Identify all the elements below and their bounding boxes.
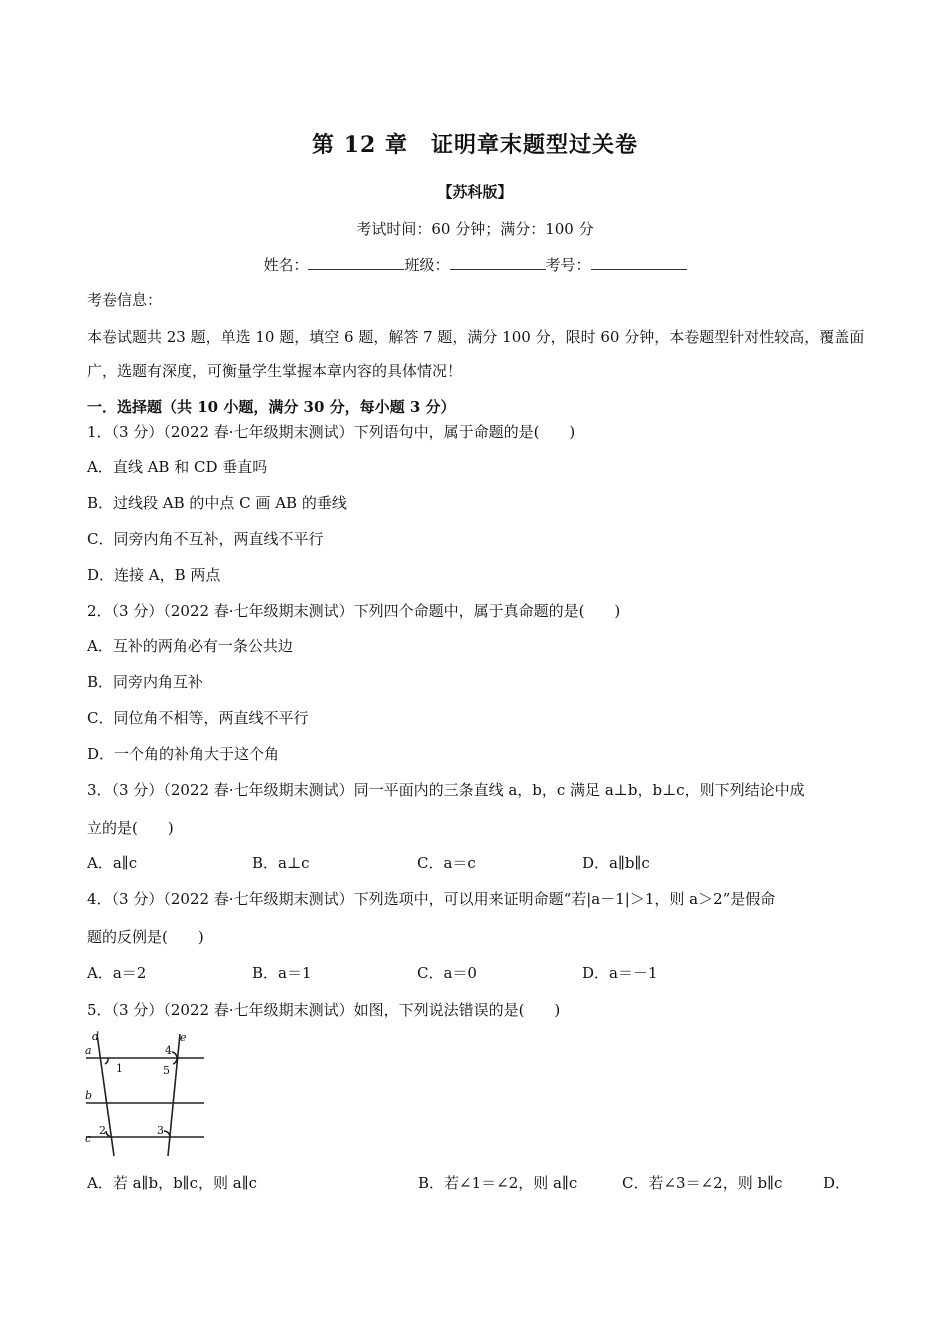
question-3-option-a[interactable]: A．a∥c xyxy=(87,854,138,872)
edition-label: 【苏科版】 xyxy=(437,183,513,201)
label-d: d xyxy=(92,1030,100,1043)
angle-2-label: 2 xyxy=(99,1124,106,1137)
name-label: 姓名： xyxy=(263,256,309,274)
question-1-stem: 1．（3 分）（2022 春·七年级期末测试）下列语句中，属于命题的是( ) xyxy=(87,423,576,441)
label-e: e xyxy=(180,1031,187,1044)
question-5-option-d[interactable]: D． xyxy=(823,1174,851,1192)
label-c: c xyxy=(85,1132,92,1145)
page-title: 第 12 章 证明章末题型过关卷 xyxy=(312,132,638,158)
section-heading: 一．选择题（共 10 小题，满分 30 分，每小题 3 分） xyxy=(87,398,456,416)
question-2-option-d[interactable]: D．一个角的补角大于这个角 xyxy=(87,745,280,763)
question-2-option-a[interactable]: A．互补的两角必有一条公共边 xyxy=(87,637,293,655)
question-4-option-a[interactable]: A．a＝2 xyxy=(87,964,147,982)
question-3-option-d[interactable]: D．a∥b∥c xyxy=(582,854,650,872)
question-3-stem-line1: 3．（3 分）（2022 春·七年级期末测试）同一平面内的三条直线 a，b，c 满足 a⊥b，b⊥c，则下列结论中成 xyxy=(87,781,805,799)
question-1-option-c[interactable]: C．同旁内角不互补，两直线不平行 xyxy=(87,530,324,548)
class-label: 班级： xyxy=(404,256,450,274)
name-field[interactable] xyxy=(308,255,404,270)
question-3-option-c[interactable]: C．a＝c xyxy=(417,854,476,872)
question-4-option-b[interactable]: B．a＝1 xyxy=(252,964,312,982)
question-1-option-a[interactable]: A．直线 AB 和 CD 垂直吗 xyxy=(87,458,268,476)
question-5-stem: 5．（3 分）（2022 春·七年级期末测试）如图，下列说法错误的是( ) xyxy=(87,1001,561,1019)
question-1-option-b[interactable]: B．过线段 AB 的中点 C 画 AB 的垂线 xyxy=(87,494,347,512)
label-b: b xyxy=(85,1089,93,1102)
question-2-stem: 2．（3 分）（2022 春·七年级期末测试）下列四个命题中，属于真命题的是( ) xyxy=(87,602,621,620)
angle-1-label: 1 xyxy=(116,1062,123,1075)
angle-5-label: 5 xyxy=(163,1064,170,1077)
label-a: a xyxy=(85,1044,92,1057)
angle-4-label: 4 xyxy=(165,1044,172,1057)
question-3-option-b[interactable]: B．a⊥c xyxy=(252,854,310,872)
info-label: 考卷信息： xyxy=(87,291,163,309)
parallel-lines-figure xyxy=(82,1030,212,1158)
info-text: 本卷试题共 23 题，单选 10 题，填空 6 题，解答 7 题，满分 100 分，限时 60 分钟，本卷题型针对性较高，覆盖面广，选题有深度，可衡量学生掌握本章内容的具体情况！ xyxy=(87,328,865,380)
number-label: 考号： xyxy=(545,256,591,274)
question-5-option-b[interactable]: B．若∠1＝∠2，则 a∥c xyxy=(418,1174,578,1192)
question-5-option-a[interactable]: A．若 a∥b，b∥c，则 a∥c xyxy=(87,1174,258,1192)
question-5-option-c[interactable]: C．若∠3＝∠2，则 b∥c xyxy=(622,1174,783,1192)
question-3-stem-line2: 立的是( ) xyxy=(87,819,174,837)
question-1-option-d[interactable]: D．连接 A，B 两点 xyxy=(87,566,221,584)
exam-info: 考试时间：60 分钟；满分：100 分 xyxy=(356,220,594,238)
question-4-stem-line2: 题的反例是( ) xyxy=(87,928,204,946)
number-field[interactable] xyxy=(591,255,687,270)
question-4-stem-line1: 4．（3 分）（2022 春·七年级期末测试）下列选项中，可以用来证明命题“若|a－1|＞1，则 a＞2”是假命 xyxy=(87,890,776,908)
question-4-option-d[interactable]: D．a＝－1 xyxy=(582,964,658,982)
angle-3-label: 3 xyxy=(157,1124,164,1137)
question-4-option-c[interactable]: C．a＝0 xyxy=(417,964,477,982)
class-field[interactable] xyxy=(450,255,546,270)
question-2-option-b[interactable]: B．同旁内角互补 xyxy=(87,673,204,691)
question-2-option-c[interactable]: C．同位角不相等，两直线不平行 xyxy=(87,709,309,727)
student-info-row xyxy=(0,254,950,275)
